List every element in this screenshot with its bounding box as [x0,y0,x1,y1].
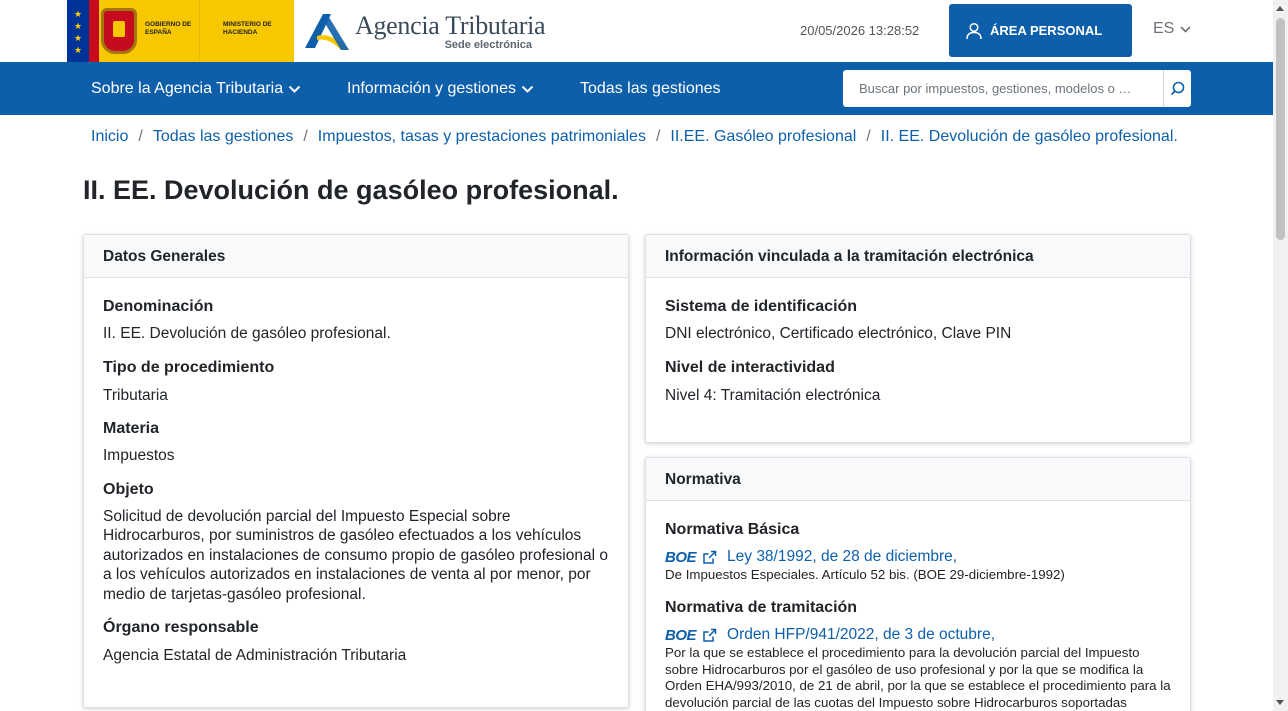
external-link-icon [702,550,717,565]
breadcrumb-link-devolucion[interactable]: II. EE. Devolución de gasóleo profesional. [880,128,1178,145]
card-title: Normativa [646,458,1190,501]
search-button[interactable] [1163,70,1191,107]
breadcrumb: Inicio / Todas las gestiones / Impuestos, tasas y prestaciones patrimoniales / II.EE. Gasóleo profesional / II. EE. Devolución de gasóleo profesional. [91,128,1178,145]
normativa-basica-description: De Impuestos Especiales. Artículo 52 bis. (BOE 29-diciembre-1992) [665,567,1065,582]
field-label-organo: Órgano responsable [103,619,259,636]
eu-flag-icon: ★ ★ ★ ★ [67,0,89,62]
field-label-tipo: Tipo de procedimiento [103,358,275,376]
page-title: II. EE. Devolución de gasóleo profesional. [83,175,619,205]
field-value-materia: Impuestos [103,447,175,464]
breadcrumb-link-todas-gestiones[interactable]: Todas las gestiones [152,128,294,145]
agencia-tributaria-mark-icon [303,10,351,52]
orden-hfp-941-2022-link[interactable]: Orden HFP/941/2022, de 3 de octubre, [727,626,995,644]
boe-logo-icon: BOE [665,548,697,566]
scroll-down-arrow-icon[interactable] [1276,700,1284,705]
breadcrumb-link-impuestos[interactable]: Impuestos, tasas y prestaciones patrimoniales [317,128,646,145]
field-value-nivel-interactividad: Nivel 4: Tramitación electrónica [665,386,881,404]
search-input[interactable]: Buscar por impuestos, gestiones, modelos o … [843,70,1163,107]
chevron-down-icon [1180,26,1191,33]
nav-item-label: Información y gestiones [347,80,516,97]
ley-38-1992-link[interactable]: Ley 38/1992, de 28 de diciembre, [727,548,958,565]
search-icon [1170,81,1185,96]
boe-logo-icon: BOE [665,626,697,644]
coat-of-arms-icon [101,8,137,54]
field-value-tipo: Tributaria [103,386,168,404]
scroll-up-arrow-icon[interactable] [1276,6,1284,11]
breadcrumb-link-gasoleo[interactable]: II.EE. Gasóleo profesional [670,128,857,145]
language-selector[interactable] [1153,20,1191,38]
breadcrumb-link-inicio[interactable]: Inicio [91,128,129,145]
nav-todas-gestiones[interactable] [580,80,721,98]
area-personal-label: ÁREA PERSONAL [990,23,1103,38]
external-link-icon [702,628,717,643]
field-value-objeto: Solicitud de devolución parcial del Impuesto Especial sobre Hidrocarburos, por suministros de gasóleo efectuados a los vehículos autorizados en instalaciones de consumo propio de gasóleo profesional o a los vehículos autorizados en instalaciones de venta al por menor, por medio de tarjetas-gasóleo profesional. [103,507,608,603]
normativa-basica-label: Normativa Básica [665,521,800,538]
language-label: ES [1153,20,1175,37]
nav-sobre-agencia[interactable] [91,80,301,98]
nav-informacion-gestiones[interactable] [347,80,534,98]
normativa-tramitacion-link-row [665,626,1171,644]
scrollbar-thumb[interactable] [1276,18,1285,240]
page-scrollbar[interactable] [1273,0,1288,711]
gov-logo-text: GOBIERNO DE ESPAÑA [145,21,192,36]
field-label-objeto: Objeto [103,480,154,498]
card-title: Información vinculada a la tramitación electrónica [646,235,1190,278]
user-icon [965,22,983,40]
chevron-down-icon [521,85,534,94]
top-header [0,0,1273,62]
field-value-sistema-identificacion: DNI electrónico, Certificado electrónico, Clave PIN [665,325,1012,342]
field-label-materia: Materia [103,420,160,437]
field-label-denominacion: Denominación [103,298,214,315]
ministry-logo-text: MINISTERIO DE HACIENDA [223,21,272,36]
field-label-nivel-interactividad: Nivel de interactividad [665,358,835,376]
agency-name: Agencia Tributaria [355,11,546,40]
normativa-tramitacion-description: Por la que se establece el procedimiento para la devolución parcial del Impuesto sobre Hidrocarburos por el gasóleo de uso profesional y por la que se modifica la Orden EHA/993/2010, de 21 de abril, por la que se establece el procedimiento para la devolución parcial de las cuotas del Impuesto sobre Hidrocarburos soportadas [665,645,1171,710]
card-title: Datos Generales [84,235,628,278]
agency-subtitle: Sede electrónica [444,39,532,51]
datos-generales-card [83,234,629,708]
field-value-organo: Agencia Estatal de Administración Tributaria [103,647,407,664]
current-datetime: 20/05/2026 13:28:52 [800,23,920,38]
chevron-down-icon [288,85,301,94]
normativa-tramitacion-label: Normativa de tramitación [665,599,858,617]
informacion-electronica-card [645,234,1191,443]
main-navbar [0,62,1273,115]
normativa-basica-link-row [665,548,1171,566]
field-value-denominacion: II. EE. Devolución de gasóleo profesional. [103,325,391,342]
normativa-card [645,457,1191,711]
gobierno-espana-logo[interactable] [67,0,294,62]
nav-item-label: Sobre la Agencia Tributaria [91,80,284,97]
agencia-tributaria-logo[interactable] [303,8,546,54]
field-label-sistema-identificacion: Sistema de identificación [665,298,858,315]
nav-item-label: Todas las gestiones [580,80,721,97]
area-personal-button[interactable] [949,4,1132,57]
